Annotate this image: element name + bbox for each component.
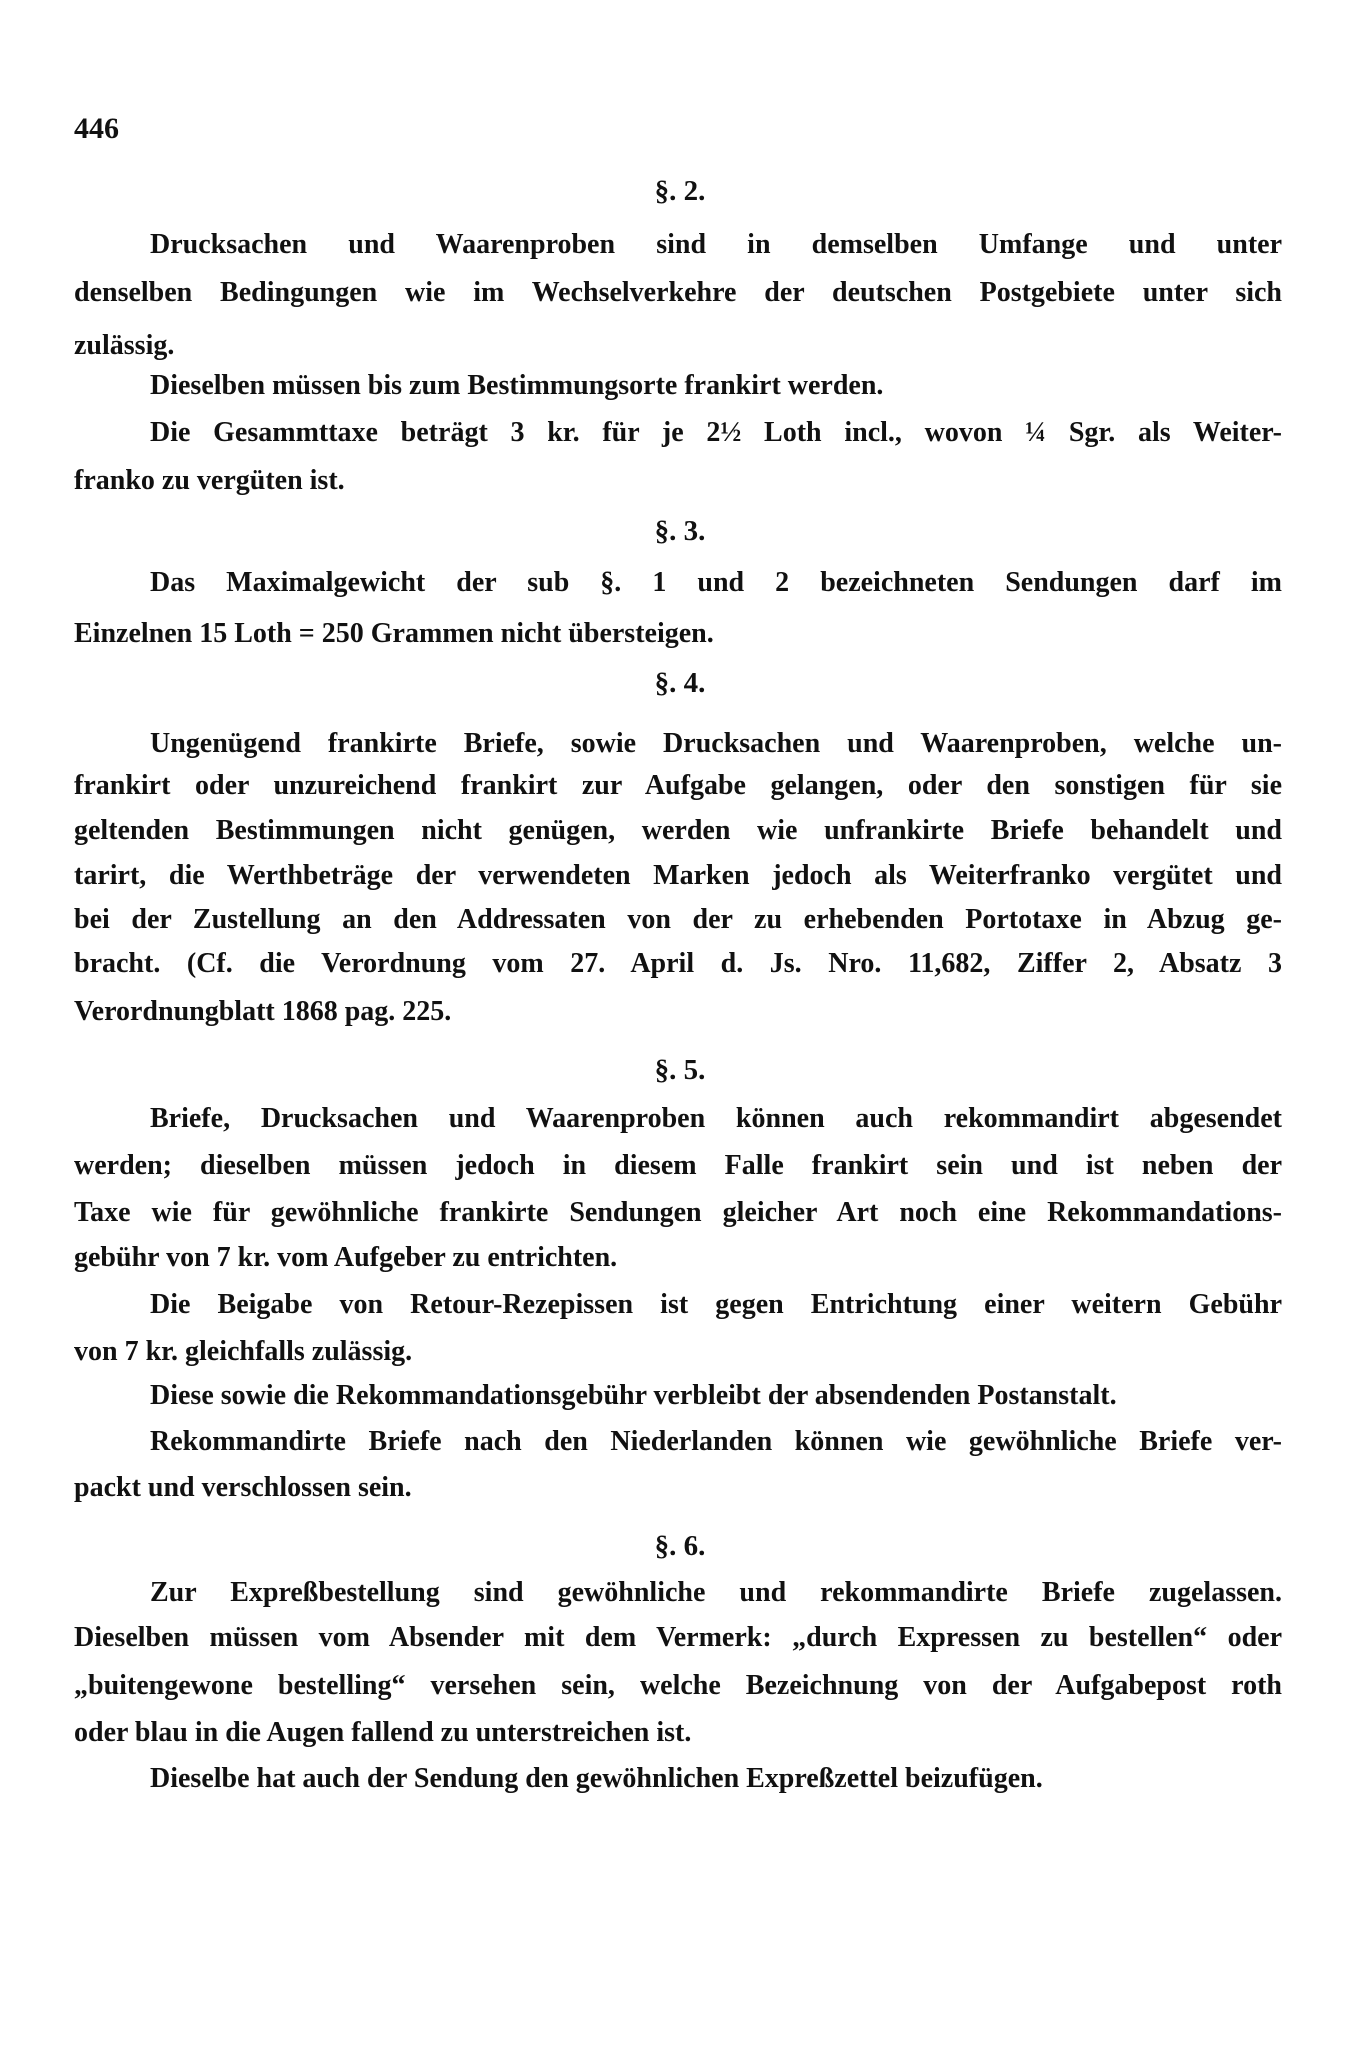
text-line: Die Beigabe von Retour-Rezepissen ist gegen Entrichtung einer weitern Gebühr xyxy=(150,1289,1282,1320)
text-line: Taxe wie für gewöhnliche frankirte Sendungen gleicher Art noch eine Rekommandations- xyxy=(74,1197,1282,1228)
section-heading: §. 4. xyxy=(654,667,706,699)
text-line: Drucksachen und Waarenproben sind in demselben Umfange und unter xyxy=(150,229,1282,260)
section-heading: §. 3. xyxy=(654,515,706,547)
text-line: Ungenügend frankirte Briefe, sowie Drucksachen und Waarenproben, welche un- xyxy=(150,728,1282,759)
text-line: geltenden Bestimmungen nicht genügen, werden wie unfrankirte Briefe behandelt und xyxy=(74,815,1282,846)
text-line: Verordnungblatt 1868 pag. 225. xyxy=(74,996,452,1027)
text-line: tarirt, die Werthbeträge der verwendeten Marken jedoch als Weiterfranko vergütet und xyxy=(74,860,1282,891)
text-line: Das Maximalgewicht der sub §. 1 und 2 bezeichneten Sendungen darf im xyxy=(150,567,1282,598)
section-heading: §. 2. xyxy=(654,175,706,207)
text-line: denselben Bedingungen wie im Wechselverkehre der deutschen Postgebiete unter sich xyxy=(74,277,1282,308)
text-line: Rekommandirte Briefe nach den Niederlanden können wie gewöhnliche Briefe ver- xyxy=(150,1426,1282,1457)
text-line: Die Gesammttaxe beträgt 3 kr. für je 2½ Loth incl., wovon ¼ Sgr. als Weiter- xyxy=(150,417,1282,448)
text-line: bracht. (Cf. die Verordnung vom 27. April d. Js. Nro. 11,682, Ziffer 2, Absatz 3 xyxy=(74,948,1282,979)
text-line: Zur Expreßbestellung sind gewöhnliche und rekommandirte Briefe zugelassen. xyxy=(150,1577,1282,1608)
text-line: oder blau in die Augen fallend zu unterstreichen ist. xyxy=(74,1717,692,1748)
text-line: franko zu vergüten ist. xyxy=(74,465,345,496)
section-heading: §. 6. xyxy=(654,1530,706,1562)
text-line: Briefe, Drucksachen und Waarenproben können auch rekommandirt abgesendet xyxy=(150,1103,1282,1134)
text-line: Einzelnen 15 Loth = 250 Grammen nicht übersteigen. xyxy=(74,618,714,649)
text-line: werden; dieselben müssen jedoch in diesem Falle frankirt sein und ist neben der xyxy=(74,1150,1282,1181)
page-number: 446 xyxy=(74,112,119,145)
text-line: zulässig. xyxy=(74,330,175,361)
section-heading: §. 5. xyxy=(654,1054,706,1086)
text-line: frankirt oder unzureichend frankirt zur Aufgabe gelangen, oder den sonstigen für sie xyxy=(74,770,1282,801)
text-line: von 7 kr. gleichfalls zulässig. xyxy=(74,1336,413,1367)
text-line: Dieselben müssen vom Absender mit dem Vermerk: „durch Expressen zu bestellen“ oder xyxy=(74,1622,1282,1653)
text-line: Diese sowie die Rekommandationsgebühr verbleibt der absendenden Postanstalt. xyxy=(150,1380,1117,1411)
text-line: Dieselbe hat auch der Sendung den gewöhnlichen Expreßzettel beizufügen. xyxy=(150,1763,1043,1794)
text-line: Dieselben müssen bis zum Bestimmungsorte frankirt werden. xyxy=(150,370,884,401)
text-line: bei der Zustellung an den Addressaten von der zu erhebenden Portotaxe in Abzug ge- xyxy=(74,904,1282,935)
text-line: „buitengewone bestelling“ versehen sein, welche Bezeichnung von der Aufgabepost roth xyxy=(74,1670,1282,1701)
text-line: packt und verschlossen sein. xyxy=(74,1472,412,1503)
text-line: gebühr von 7 kr. vom Aufgeber zu entrichten. xyxy=(74,1242,618,1273)
